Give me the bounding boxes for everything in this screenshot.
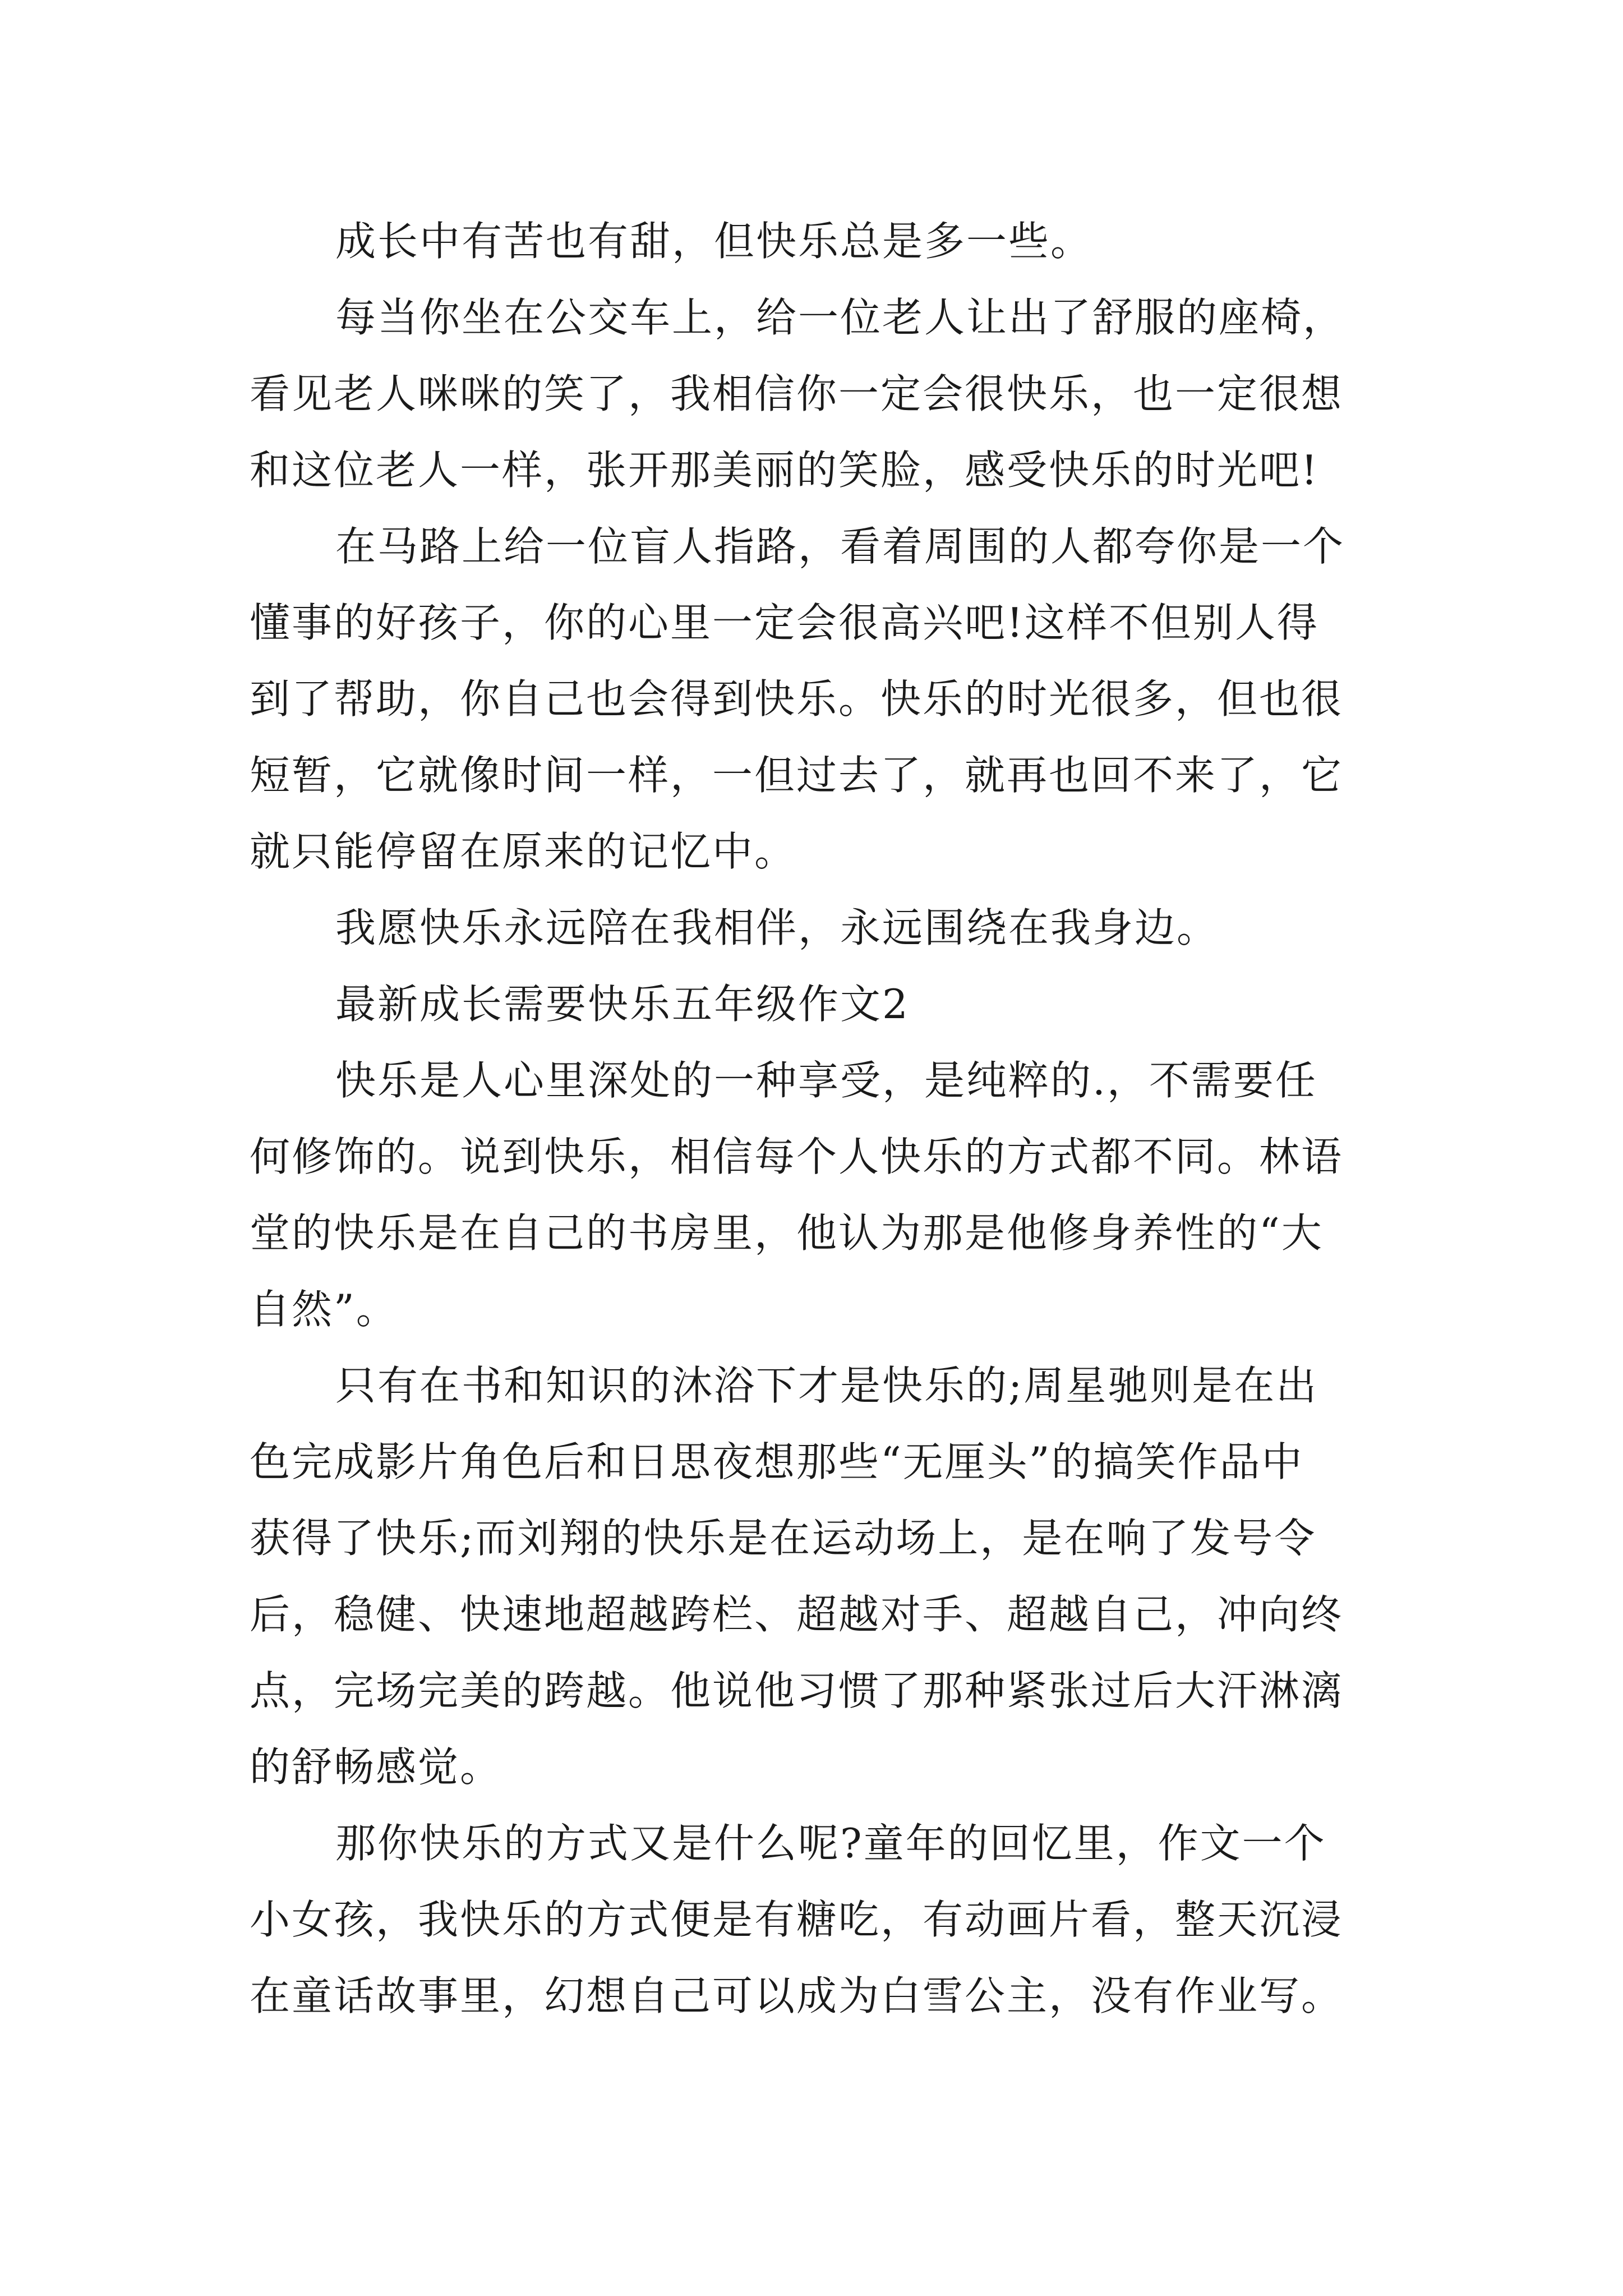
- paragraph-line: 每当你坐在公交车上，给一位老人让出了舒服的座椅，: [335, 294, 1345, 341]
- paragraph-line: 小女孩，我快乐的方式便是有糖吃，有动画片看，整天沉浸: [250, 1896, 1344, 1943]
- section-heading: 最新成长需要快乐五年级作文2: [335, 981, 910, 1028]
- paragraph-line: 我愿快乐永远陪在我相伴，永远围绕在我身边。: [335, 904, 1219, 951]
- paragraph-line: 在童话故事里，幻想自己可以成为白雪公主，没有作业写。: [250, 1972, 1344, 2019]
- paragraph-line: 在马路上给一位盲人指路，看着周围的人都夸你是一个: [335, 523, 1345, 570]
- paragraph-line: 看见老人咪咪的笑了，我相信你一定会很快乐，也一定很想: [250, 370, 1344, 417]
- paragraph-line: 和这位老人一样，张开那美丽的笑脸，感受快乐的时光吧!: [250, 447, 1319, 494]
- paragraph-line: 成长中有苦也有甜，但快乐总是多一些。: [335, 218, 1093, 265]
- paragraph-line: 堂的快乐是在自己的书房里，他认为那是他修身养性的“大: [250, 1209, 1324, 1257]
- paragraph-line: 就只能停留在原来的记忆中。: [250, 828, 797, 875]
- document-body: [250, 203, 1388, 2034]
- paragraph-line: 到了帮助，你自己也会得到快乐。快乐的时光很多，但也很: [250, 675, 1344, 723]
- paragraph-line: 后，稳健、快速地超越跨栏、超越对手、超越自己，冲向终: [250, 1591, 1344, 1638]
- paragraph-line: 点，完场完美的跨越。他说他习惯了那种紧张过后大汗淋漓: [250, 1667, 1344, 1714]
- paragraph-line: 懂事的好孩子，你的心里一定会很高兴吧!这样不但别人得: [250, 599, 1319, 646]
- paragraph-line: 获得了快乐;而刘翔的快乐是在运动场上，是在响了发号令: [250, 1515, 1317, 1562]
- paragraph-line: 快乐是人心里深处的一种享受，是纯粹的.，不需要任: [335, 1057, 1317, 1104]
- paragraph-line: 只有在书和知识的沐浴下才是快乐的;周星驰则是在出: [335, 1362, 1318, 1409]
- paragraph-line: 短暂，它就像时间一样，一但过去了，就再也回不来了，它: [250, 752, 1344, 799]
- paragraph-line: 何修饰的。说到快乐，相信每个人快乐的方式都不同。林语: [250, 1133, 1344, 1180]
- paragraph-line: 色完成影片角色后和日思夜想那些“无厘头”的搞笑作品中: [250, 1438, 1304, 1485]
- paragraph-line: 自然”。: [250, 1286, 398, 1333]
- paragraph-line: 那你快乐的方式又是什么呢?童年的回忆里，作文一个: [335, 1820, 1326, 1867]
- paragraph-line: 的舒畅感觉。: [250, 1743, 502, 1791]
